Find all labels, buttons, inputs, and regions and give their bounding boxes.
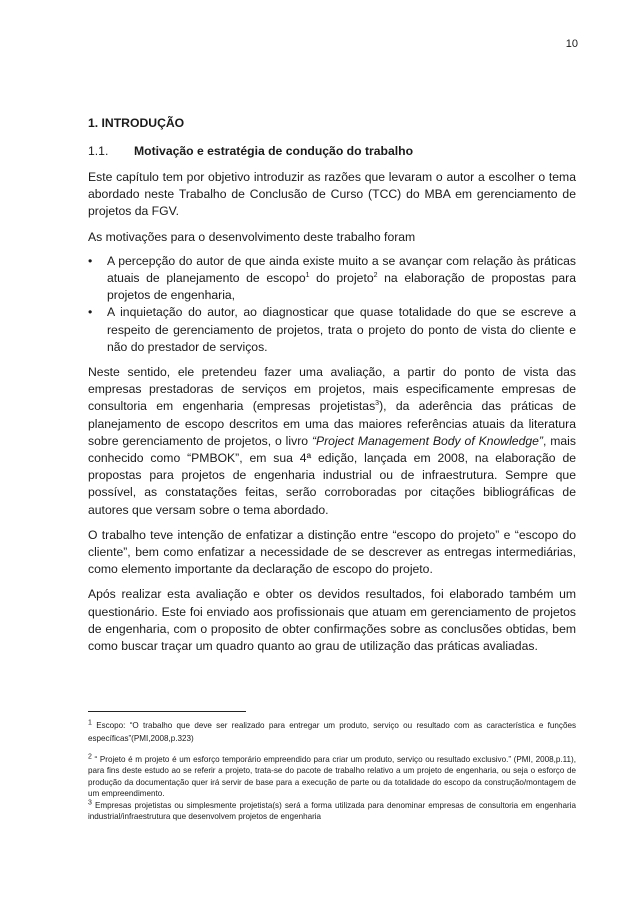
list-item-text: A inquietação do autor, ao diagnosticar que quase totalidade do que se escreve a respeito de gerenciamento de projetos, trata o projeto do ponto de vista do cliente e não do prestador de serviços. [107,305,576,354]
paragraph-sentido [88,364,576,519]
paragraph-text: , mais conhecido como “PMBOK”, em sua 4ª edição, lançada em 2008, na elaboração de propostas para projetos de engenharia industrial ou de infraestrutura. Sempre que possível, as constatações feitas, serão corroboradas por citações bibliográficas de autores que versam sobre o tema abordado. [88,433,576,517]
list-item [88,304,576,356]
bullet-icon: • [88,253,93,268]
subsection-heading [88,144,576,158]
list-item-text: A percepção do autor de que ainda existe muito a se avançar com relação às práticas atuais de planejamento de escopo [107,253,576,286]
footnote-text: “ Projeto é m projeto é um esforço temporário empreendido para criar um produto, serviço ou resultado exclusivo.” (PMI, 2008,p.11), para fins deste estudo ao se referir a projeto, trata-se do pacote de trabalho relativo a um projeto de engenharia, ou seja o esforço de produção da documentação quer irá servir de base para a execução de parte ou da totalidade do escopo da construção/montagem de um empreendimento. [88,755,576,799]
footnote-separator [88,711,246,712]
paragraph-intro: Este capítulo tem por objetivo introduzir as razões que levaram o autor a escolher o tema abordado neste Trabalho de Conclusão de Curso (TCC) do MBA em gerenciamento de projetos da FGV. [88,170,576,219]
footnote-ref: 1 [305,271,310,279]
subsection-title: Motivação e estratégia de condução do trabalho [134,144,414,158]
page-number: 10 [565,38,578,50]
main-content [88,116,576,655]
footnote-mark: 1 [88,719,92,727]
footnotes [88,720,576,822]
book-title: “Project Management Body of Knowledge” [311,433,543,448]
section-heading: 1. INTRODUÇÃO [88,116,185,130]
list-item-text: do projeto [309,271,374,286]
footnote-mark: 2 [88,753,92,761]
footnote-text: Escopo: “O trabalho que deve ser realizado para entregar um produto, serviço ou resultado com as característica e funções específicas”(PMI,2008,p.323) [88,721,576,743]
list-item-text: na elaboração de propostas para projetos de engenharia, [107,271,576,303]
paragraph-motivations: As motivações para o desenvolvimento deste trabalho foram [88,229,416,244]
footnote-3 [88,800,576,823]
footnote-ref: 2 [373,271,378,279]
paragraph-text: Neste sentido, ele pretendeu fazer uma avaliação, a partir do ponto de vista das empresas prestadoras de serviços em projetos, mais especificamente empresas de consultoria em engenharia (empresas projetistas [88,365,576,414]
footnote-2 [88,754,576,800]
paragraph-text: ), da aderência das práticas de planejamento de escopo descritos em uma das maiores referências atuais da literatura sobre gerenciamento de projetos, o livro [88,399,576,448]
footnote-ref: 3 [375,400,380,408]
subsection-number: 1.1. [88,144,109,158]
footnote-text: Empresas projetistas ou simplesmente projetista(s) será a forma utilizada para denominar empresas de consultoria em engenharia industrial/infraestrutura que desenvolvem projetos de engenharia [88,800,576,822]
paragraph-apos: Após realizar esta avaliação e obter os devidos resultados, foi elaborado também um questionário. Este foi enviado aos profissionais que atuam em gerenciamento de projetos de engenharia, com o proposito de obter confirmações sobre as conclusões obtidas, bem como buscar traçar um quadro quanto ao grau de utilização das práticas avaliadas. [88,587,576,654]
bullet-icon: • [88,305,93,320]
list-item [88,253,576,305]
motivation-list [88,253,576,356]
paragraph-trabalho: O trabalho teve intenção de enfatizar a distinção entre “escopo do projeto” e “escopo do cliente”, bem como enfatizar a necessidade de se descrever as entregas intermediárias, como elemento importante da declaração de escopo do projeto. [88,527,576,577]
footnote-mark: 3 [88,798,92,806]
footnote-1 [88,720,576,745]
